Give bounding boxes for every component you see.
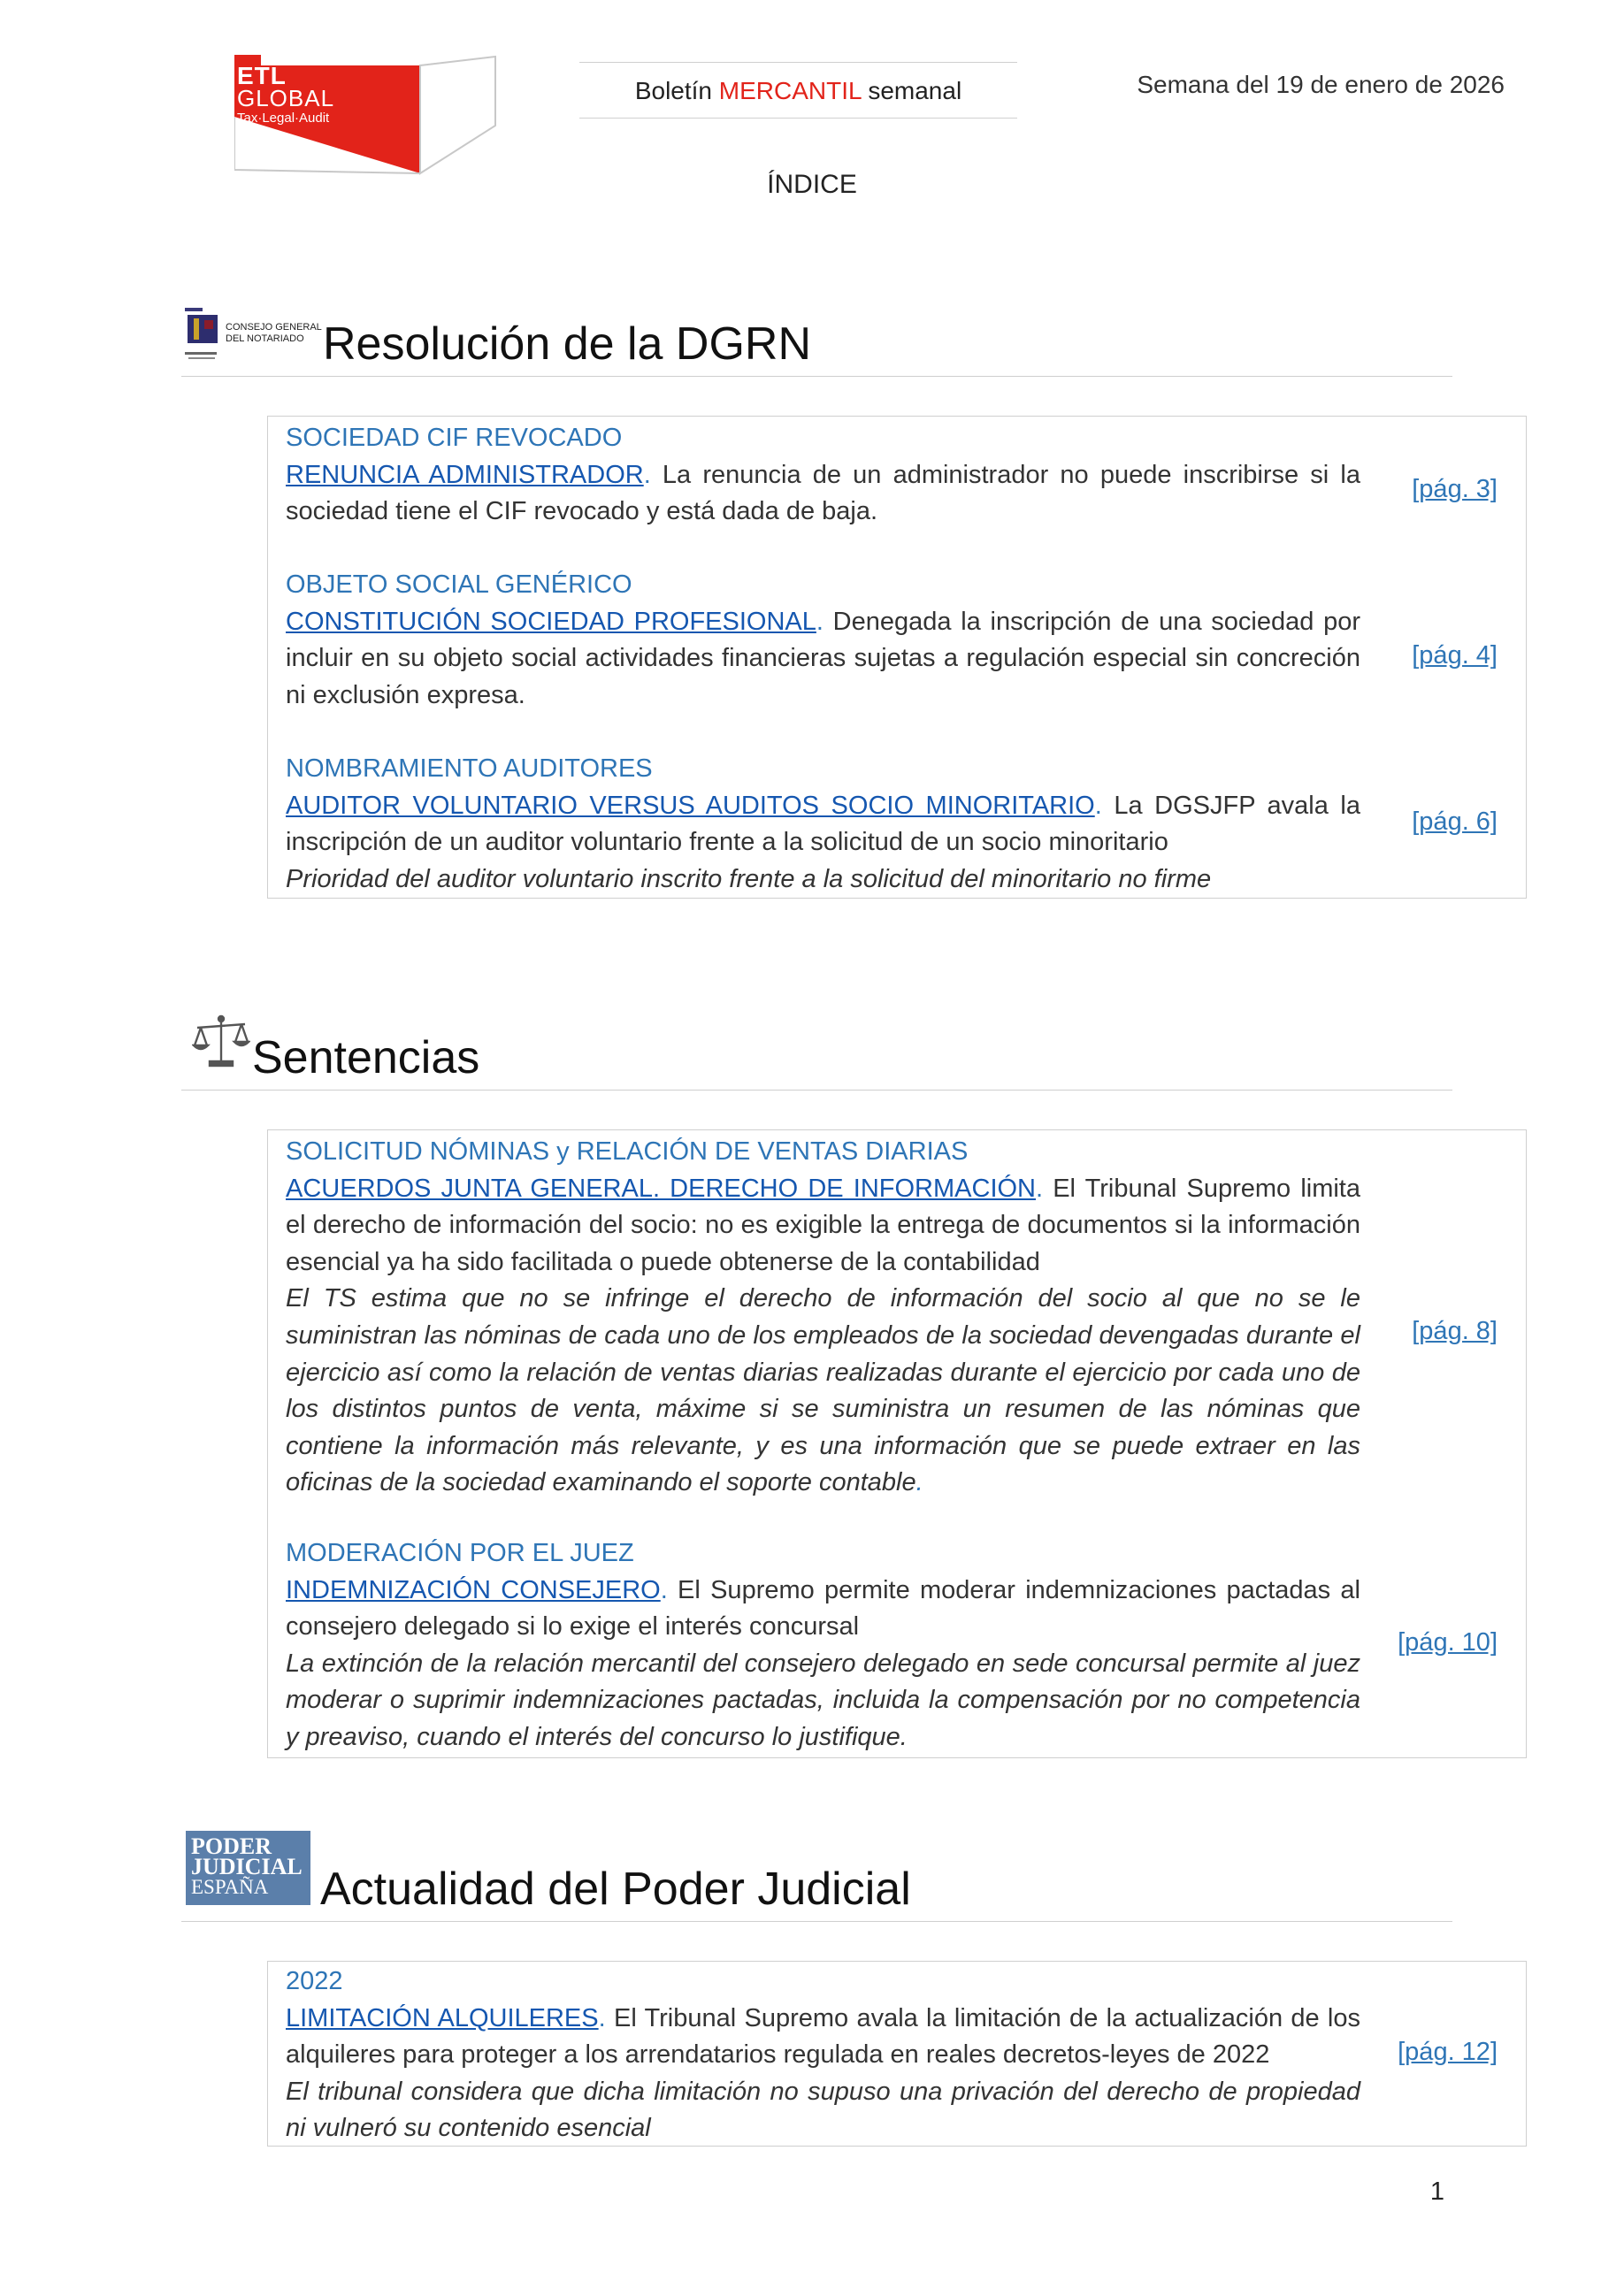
bulletin-highlight: MERCANTIL <box>718 77 862 104</box>
entry-category: SOLICITUD NÓMINAS y RELACIÓN DE VENTAS DIARIAS <box>286 1137 969 1166</box>
notariado-logo <box>185 308 322 363</box>
entry-body: La DGSJFP avala la inscripción de un auditor voluntario frente a la solicitud de un socio minoritario <box>286 791 1360 857</box>
bulletin-suffix: semanal <box>861 77 962 104</box>
entry-heading[interactable]: RENUNCIA ADMINISTRADOR <box>286 460 644 489</box>
entry-heading-suffix: . <box>1036 1174 1044 1203</box>
entry-category: OBJETO SOCIAL GENÉRICO <box>286 570 632 599</box>
pj-logo-line2: JUDICIAL <box>191 1854 303 1879</box>
poder-judicial-logo <box>186 1831 310 1905</box>
entry-category: NOMBRAMIENTO AUDITORES <box>286 754 653 783</box>
logo-global-text: GLOBAL <box>237 85 335 111</box>
entry-text <box>286 1573 1360 1646</box>
page-link-6[interactable]: [pág. 6] <box>1412 807 1498 836</box>
section-poder-judicial-title: Actualidad del Poder Judicial <box>320 1864 911 1915</box>
entry-heading[interactable]: AUDITOR VOLUNTARIO VERSUS AUDITOS SOCIO MINORITARIO <box>286 791 1095 820</box>
page-link-4[interactable]: [pág. 4] <box>1412 641 1498 670</box>
poder-judicial-box <box>267 1961 1527 2147</box>
entry-italic <box>286 1281 1360 1502</box>
entry-body: Denegada la inscripción de una sociedad por incluir en su objeto social actividades financieras sujetas a regulación especial sin concreción ni exclusión expresa. <box>286 607 1360 709</box>
scales-of-justice-icon <box>192 1014 250 1072</box>
entry-body: El Tribunal Supremo limita el derecho de información del socio: no es exigible la entrega de documentos si la información esencial ya ha sido facilitada o puede obtenerse de la contabilidad <box>286 1174 1360 1276</box>
entry-body: El Tribunal Supremo avala la limitación de la actualización de los alquileres para proteger a los arrendatarios regulada en reales decretos-leyes de 2022 <box>286 2003 1361 2070</box>
bulletin-prefix: Boletín <box>634 77 719 104</box>
page-number: 1 <box>1429 2177 1444 2206</box>
dgrn-entry-1 <box>286 420 1360 531</box>
page-link-10[interactable]: [pág. 10] <box>1398 1628 1498 1657</box>
pj-logo-line1: PODER <box>191 1833 272 1859</box>
entry-italic-suffix: . <box>915 1468 923 1497</box>
entry-italic: El tribunal considera que dicha limitación no supuso una privación del derecho de propiedad ni vulneró su contenido esencial <box>286 2077 1360 2143</box>
entry-body: El Supremo permite moderar indemnizaciones pactadas al consejero delegado si lo exige el interés concursal <box>286 1575 1361 1642</box>
sentencias-box <box>267 1129 1527 1758</box>
sentencias-entry-2 <box>286 1535 1360 1756</box>
week-date: Semana del 19 de enero de 2026 <box>1137 71 1505 98</box>
entry-italic-text: El TS estima que no se infringe el derecho de información del socio al que no se le suministran las nóminas de cada uno de los empleados de la sociedad devengadas durante el ejercicio así como la relación de ventas diarias realizadas durante el ejercicio por cada uno de los distintos puntos de venta, máxime si se suministra un resumen de las nóminas que contiene la información más relevante, y es una información que se puede extraer en las oficinas de la sociedad examinando el soporte contable <box>286 1284 1360 1497</box>
entry-text <box>286 2001 1360 2074</box>
dgrn-box <box>267 416 1527 899</box>
dgrn-entry-2 <box>286 567 1360 714</box>
entry-heading[interactable]: CONSTITUCIÓN SOCIEDAD PROFESIONAL <box>286 607 816 636</box>
entry-category: SOCIEDAD CIF REVOCADO <box>286 424 623 452</box>
entry-heading-suffix: . <box>816 607 823 636</box>
page-link-8[interactable]: [pág. 8] <box>1412 1317 1498 1345</box>
logo-etl-text: ETL <box>237 62 287 89</box>
entry-category: MODERACIÓN POR EL JUEZ <box>286 1539 634 1567</box>
section-dgrn-header <box>181 301 1452 377</box>
section-sentencias-header <box>181 1008 1452 1091</box>
entry-italic: La extinción de la relación mercantil del consejero delegado en sede concursal permite al juez moderar o suprimir indemnizaciones pactadas, incluida la compensación por no competencia y preaviso, cuando el interés del concurso lo justifique. <box>286 1649 1360 1751</box>
entry-heading-suffix: . <box>1094 791 1102 820</box>
entry-text <box>286 788 1360 861</box>
entry-heading[interactable]: ACUERDOS JUNTA GENERAL. DERECHO DE INFORMACIÓN <box>286 1174 1036 1203</box>
index-title: ÍNDICE <box>767 170 857 199</box>
page-link-12[interactable]: [pág. 12] <box>1398 2038 1498 2066</box>
section-dgrn-title: Resolución de la DGRN <box>323 318 812 370</box>
entry-heading-suffix: . <box>660 1575 668 1604</box>
entry-italic: Prioridad del auditor voluntario inscrito frente a la solicitud del minoritario no firme <box>286 864 1212 893</box>
dgrn-entry-3 <box>286 751 1360 898</box>
entry-heading-suffix: . <box>598 2003 606 2032</box>
entry-body: La renuncia de un administrador no puede inscribirse si la sociedad tiene el CIF revocado y está dada de baja. <box>286 460 1360 526</box>
entry-heading-suffix: . <box>643 460 651 489</box>
bulletin-title <box>579 62 1017 119</box>
section-sentencias-title: Sentencias <box>252 1032 480 1083</box>
entry-text <box>286 457 1360 531</box>
notariado-line2: DEL NOTARIADO <box>226 333 304 344</box>
notariado-crest-icon <box>185 308 220 363</box>
sentencias-entry-1 <box>286 1134 1360 1502</box>
pj-logo-line3: ESPAÑA <box>191 1876 269 1898</box>
poder-judicial-entry-1 <box>286 1963 1360 2147</box>
notariado-line1: CONSEJO GENERAL <box>226 322 322 333</box>
entry-heading[interactable]: LIMITACIÓN ALQUILERES <box>286 2003 599 2032</box>
logo-tagline: Tax·Legal·Audit <box>237 111 330 126</box>
entry-heading[interactable]: INDEMNIZACIÓN CONSEJERO <box>286 1575 661 1604</box>
section-poder-judicial-header <box>181 1822 1452 1922</box>
entry-text <box>286 1171 1360 1282</box>
entry-text <box>286 604 1360 715</box>
entry-category: 2022 <box>286 1967 343 1995</box>
page-link-3[interactable]: [pág. 3] <box>1412 475 1498 503</box>
